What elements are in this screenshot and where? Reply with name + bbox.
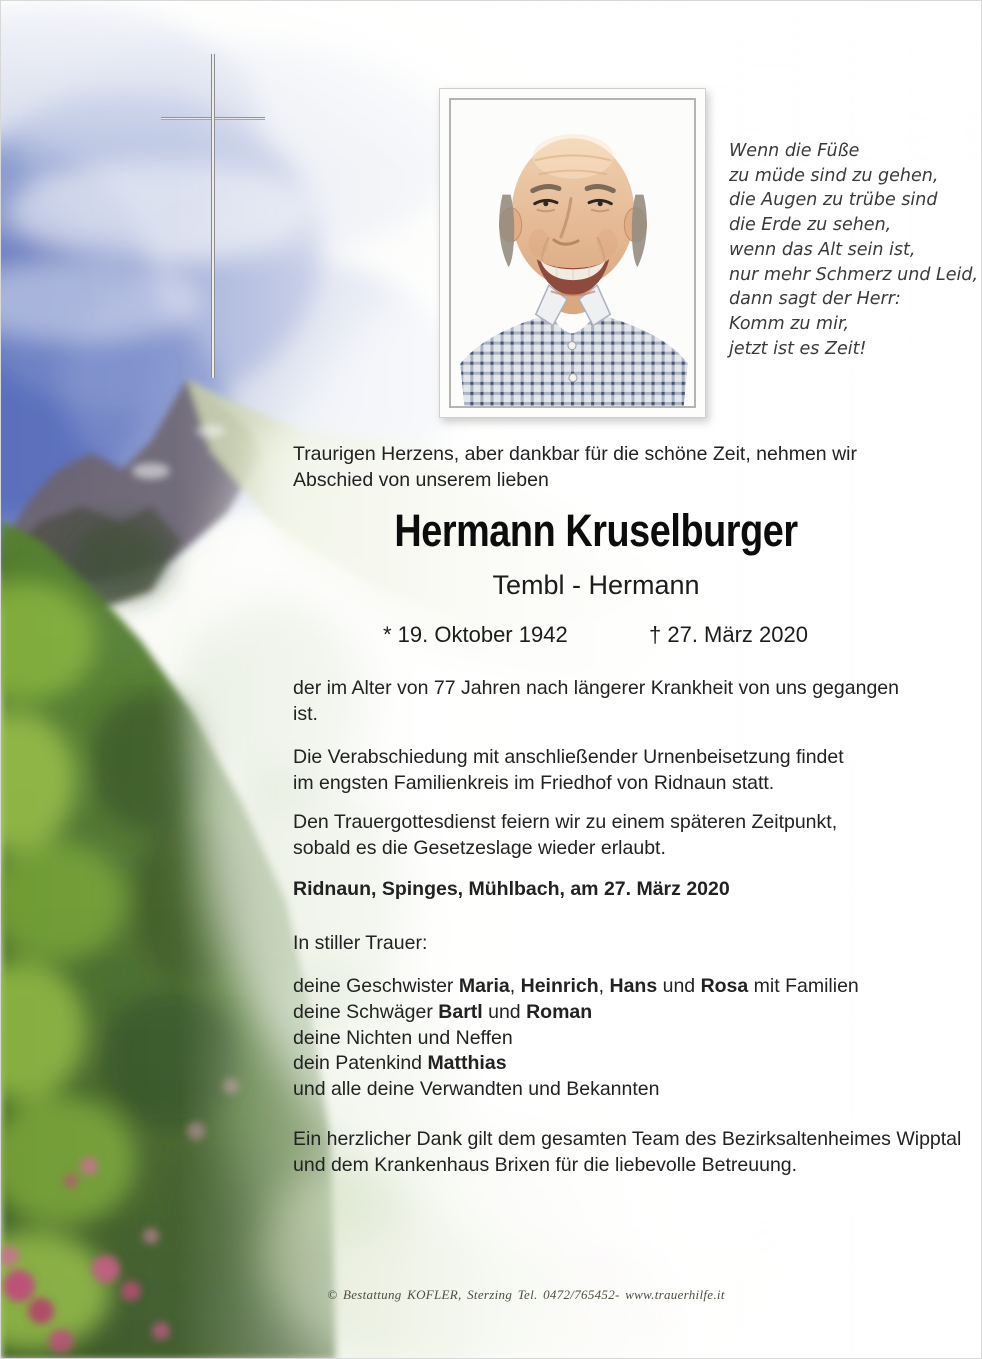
paragraph-line: Die Verabschiedung mit anschließender Urnenbeisetzung findet [293, 746, 844, 768]
paragraph-line: der im Alter von 77 Jahren nach längerer Krankheit von uns gegangen [293, 677, 899, 699]
cross-icon [161, 54, 265, 378]
mourner-line: deine Geschwister Maria, Heinrich, Hans und Rosa mit Familien [293, 975, 859, 997]
mourning-heading: In stiller Trauer: [293, 932, 428, 954]
memorial-poem [729, 139, 978, 361]
paragraph-line: sobald es die Gesetzeslage wieder erlaubt. [293, 836, 666, 859]
paragraph-line: im engsten Familienkreis im Friedhof von Ridnaun statt. [293, 771, 775, 794]
poem-line: jetzt ist es Zeit! [729, 338, 867, 359]
portrait-photo [451, 100, 694, 406]
poem-line: die Erde zu sehen, [729, 215, 892, 236]
portrait-photo-frame [439, 88, 706, 418]
poem-line: dann sagt der Herr: [729, 289, 901, 310]
paragraph-line: und dem Krankenhaus Brixen für die liebevolle Betreuung. [293, 1153, 798, 1176]
deceased-name: Hermann Kruselburger [394, 505, 798, 556]
cross-vertical-bar [211, 54, 215, 378]
paragraph-line: Den Trauergottesdienst feiern wir zu einem späteren Zeitpunkt, [293, 811, 838, 833]
mourner-line: deine Schwäger Bartl und Roman [293, 1000, 593, 1023]
announcement-paragraph-1 [293, 676, 899, 727]
mourner-line: dein Patenkind Matthias [293, 1052, 507, 1075]
intro-line: Traurigen Herzens, aber dankbar für die schöne Zeit, nehmen wir [293, 443, 857, 465]
announcement-paragraph-3 [293, 810, 837, 861]
poem-line: zu müde sind zu gehen, [729, 165, 939, 186]
intro-line: Abschied von unserem lieben [293, 468, 549, 491]
deceased-house-name: Tembl - Hermann [492, 570, 700, 600]
life-dates [281, 622, 911, 652]
place-date-line: Ridnaun, Spinges, Mühlbach, am 27. März 2020 [293, 878, 730, 900]
intro-text [293, 442, 857, 493]
paragraph-line: ist. [293, 702, 318, 725]
poem-line: wenn das Alt sein ist, [729, 239, 916, 260]
poem-line: Wenn die Füße [729, 141, 860, 161]
mourners-list [293, 974, 859, 1103]
death-date: † 27. März 2020 [649, 622, 808, 647]
poem-line: die Augen zu trübe sind [729, 190, 938, 211]
mourner-line: deine Nichten und Neffen [293, 1026, 513, 1049]
funeral-home-footer: © Bestattung KOFLER, Sterzing Tel. 0472/765452- www.trauerhilfe.it [327, 1287, 725, 1302]
photo-mat [449, 98, 696, 408]
mourner-line: und alle deine Verwandten und Bekannten [293, 1078, 660, 1101]
announcement-paragraph-2 [293, 745, 844, 796]
thanks-paragraph [293, 1127, 961, 1178]
poem-line: nur mehr Schmerz und Leid, [729, 264, 979, 285]
birth-date: * 19. Oktober 1942 [383, 622, 568, 647]
paragraph-line: Ein herzlicher Dank gilt dem gesamten Team des Bezirksaltenheimes Wipptal [293, 1128, 962, 1150]
poem-line: Komm zu mir, [729, 313, 850, 334]
